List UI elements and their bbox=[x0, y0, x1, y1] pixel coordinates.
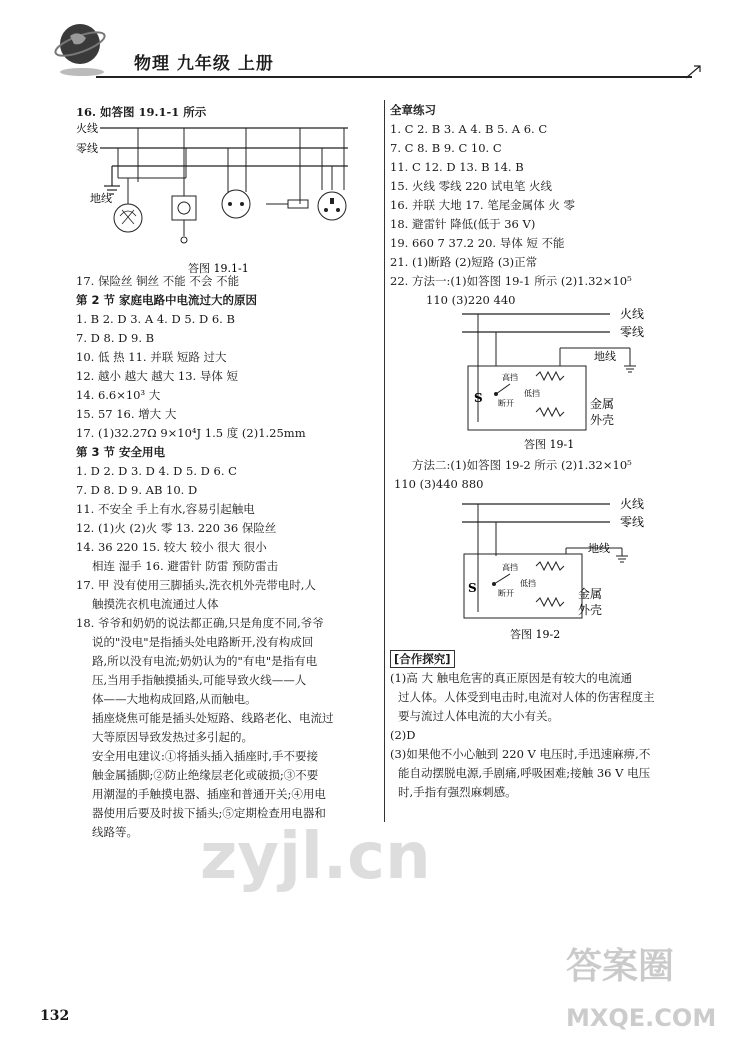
ground-label: 地线 bbox=[588, 542, 610, 555]
coop-title: [合作探究] bbox=[390, 650, 455, 668]
metal-shell-label-2: 外壳 bbox=[590, 413, 615, 427]
arrow-icon bbox=[684, 62, 704, 82]
neutral-wire-label: 零线 bbox=[620, 325, 645, 339]
coop-line: 能自动摆脱电源,手剧痛,呼吸困难;接触 36 V 电压 bbox=[398, 766, 651, 780]
q18-line: 触金属插脚;②防止绝缘层老化或破损;③不要 bbox=[92, 768, 319, 782]
low-gear-label: 低挡 bbox=[520, 579, 536, 588]
page-number: 132 bbox=[40, 1008, 70, 1024]
watermark-zyjl: zyjl.cn bbox=[200, 820, 431, 894]
fig-19-2-caption: 答图 19-2 bbox=[510, 628, 561, 641]
metal-shell-label-2: 外壳 bbox=[578, 603, 603, 617]
answer-line: 相连 湿手 16. 避雷针 防雷 预防雷击 bbox=[92, 559, 279, 573]
coop-line: 过人体。人体受到电击时,电流对人体的伤害程度主 bbox=[398, 690, 655, 704]
metal-shell-label: 金属 bbox=[590, 397, 615, 411]
answer-line: 7. C 8. B 9. C 10. C bbox=[390, 141, 502, 155]
answer-line: 14. 6.6×10³ 大 bbox=[76, 388, 161, 402]
switch-s-label: S bbox=[474, 391, 483, 405]
answer-line: 12. 越小 越大 越大 13. 导体 短 bbox=[76, 369, 239, 383]
q18-line: 器使用后要及时拔下插头;⑤定期检查用电器和 bbox=[92, 806, 326, 820]
off-label: 断开 bbox=[498, 589, 514, 598]
q18-line: 安全用电建议:①将插头插入插座时,手不要接 bbox=[92, 749, 319, 763]
low-gear-label: 低挡 bbox=[524, 389, 540, 398]
neutral-wire-label: 零线 bbox=[620, 515, 645, 529]
q18-line: 大等原因导致发热过多引起的。 bbox=[92, 730, 253, 744]
answer-line: 12. (1)火 (2)火 零 13. 220 36 保险丝 bbox=[76, 521, 277, 535]
column-divider bbox=[384, 100, 385, 822]
q18-line: 线路等。 bbox=[92, 825, 138, 839]
watermark-answer: 答案圈 bbox=[566, 946, 675, 987]
q18-line: 插座烧焦可能是插头处短路、线路老化、电流过 bbox=[92, 711, 334, 725]
coop-line: (3)如果他不小心触到 220 V 电压时,手迅速麻痹,不 bbox=[390, 747, 651, 761]
answer-line: 7. D 8. D 9. B bbox=[76, 331, 155, 345]
answer-line: 11. C 12. D 13. B 14. B bbox=[390, 160, 524, 174]
coop-line: 要与流过人体电流的大小有关。 bbox=[398, 709, 559, 723]
answer-line: 16. 并联 大地 17. 笔尾金属体 火 零 bbox=[390, 198, 576, 212]
neutral-wire-label: 零线 bbox=[76, 142, 98, 155]
method-two-line-2: 110 (3)440 880 bbox=[394, 477, 484, 491]
method-two bbox=[390, 456, 690, 494]
q18-line: 路,所以没有电流;奶奶认为的"有电"是指有电 bbox=[92, 654, 318, 668]
q18-line: 体——大地构成回路,从而触电。 bbox=[92, 692, 257, 706]
coop-line: 时,手指有强烈麻刺感。 bbox=[398, 785, 517, 799]
figure-19-1-1 bbox=[76, 120, 376, 278]
off-label: 断开 bbox=[498, 399, 514, 408]
chapter-review-title: 全章练习 bbox=[390, 103, 436, 117]
answer-line: 18. 避雷针 降低(低于 36 V) bbox=[390, 217, 536, 231]
high-gear-label: 高挡 bbox=[502, 563, 518, 572]
high-gear-label: 高挡 bbox=[502, 373, 518, 382]
q18-line: 压,当用手指触摸插头,可能导致火线——人 bbox=[92, 673, 307, 687]
metal-shell-label: 金属 bbox=[578, 587, 603, 601]
answer-line: 7. D 8. D 9. AB 10. D bbox=[76, 483, 198, 497]
answer-line: 110 (3)220 440 bbox=[426, 293, 516, 307]
method-two-line: 方法二:(1)如答图 19-2 所示 (2)1.32×10⁵ bbox=[412, 458, 632, 472]
answer-line: 1. D 2. D 3. D 4. D 5. D 6. C bbox=[76, 464, 237, 478]
answer-line: 14. 36 220 15. 较大 较小 很大 很小 bbox=[76, 540, 267, 554]
fig-19-1-1-caption: 答图 19.1-1 bbox=[188, 262, 249, 275]
left-answers bbox=[76, 272, 376, 842]
switch-s-label: S bbox=[468, 581, 477, 595]
answer-line: 1. C 2. B 3. A 4. B 5. A 6. C bbox=[390, 122, 548, 136]
section-heading: 第 3 节 安全用电 bbox=[76, 445, 166, 459]
answer-line: 22. 方法一:(1)如答图 19-1 所示 (2)1.32×10⁵ bbox=[390, 274, 632, 288]
answer-line: 15. 火线 零线 220 试电笔 火线 bbox=[390, 179, 553, 193]
right-column bbox=[390, 101, 690, 310]
answer-line: 17. 保险丝 铜丝 不能 不会 不能 bbox=[76, 274, 240, 288]
header-rule bbox=[96, 76, 692, 78]
answer-line: 17. (1)32.27Ω 9×10⁴J 1.5 度 (2)1.25mm bbox=[76, 426, 306, 440]
cooperative-inquiry bbox=[390, 650, 690, 802]
figure-19-2 bbox=[440, 494, 690, 644]
coop-line: (2)D bbox=[390, 728, 416, 742]
globe-logo-icon bbox=[52, 18, 108, 78]
q16-text: 16. 如答图 19.1-1 所示 bbox=[76, 105, 207, 119]
answer-line: 15. 57 16. 增大 大 bbox=[76, 407, 177, 421]
ground-wire-label: 地线 bbox=[90, 192, 112, 205]
q18-line: 18. 爷爷和奶奶的说法都正确,只是角度不同,爷爷 bbox=[76, 616, 324, 630]
answer-line: 19. 660 7 37.2 20. 导体 短 不能 bbox=[390, 236, 565, 250]
live-wire-label: 火线 bbox=[620, 307, 645, 321]
section-heading: 第 2 节 家庭电路中电流过大的原因 bbox=[76, 293, 258, 307]
watermark-mxqe: MXQE.COM bbox=[566, 1004, 717, 1032]
live-wire-label: 火线 bbox=[620, 497, 645, 511]
ground-label: 地线 bbox=[594, 350, 616, 363]
fig-19-1-caption: 答图 19-1 bbox=[524, 438, 575, 451]
answer-line: 17. 甲 没有使用三脚插头,洗衣机外壳带电时,人 bbox=[76, 578, 316, 592]
answer-line: 触摸洗衣机电流通过人体 bbox=[92, 597, 219, 611]
q18-line: 说的"没电"是指插头处电路断开,没有构成回 bbox=[92, 635, 314, 649]
page-header-title: 物理 九年级 上册 bbox=[134, 54, 274, 74]
figure-19-1 bbox=[440, 304, 690, 454]
answer-line: 10. 低 热 11. 并联 短路 过大 bbox=[76, 350, 227, 364]
answer-line: 21. (1)断路 (2)短路 (3)正常 bbox=[390, 255, 538, 269]
answer-line: 1. B 2. D 3. A 4. D 5. D 6. B bbox=[76, 312, 235, 326]
q18-line: 用潮湿的手触摸电器、插座和普通开关;④用电 bbox=[92, 787, 326, 801]
answer-line: 11. 不安全 手上有水,容易引起触电 bbox=[76, 502, 255, 516]
live-wire-label: 火线 bbox=[76, 122, 98, 135]
coop-line: (1)高 大 触电危害的真正原因是有较大的电流通 bbox=[390, 671, 633, 685]
